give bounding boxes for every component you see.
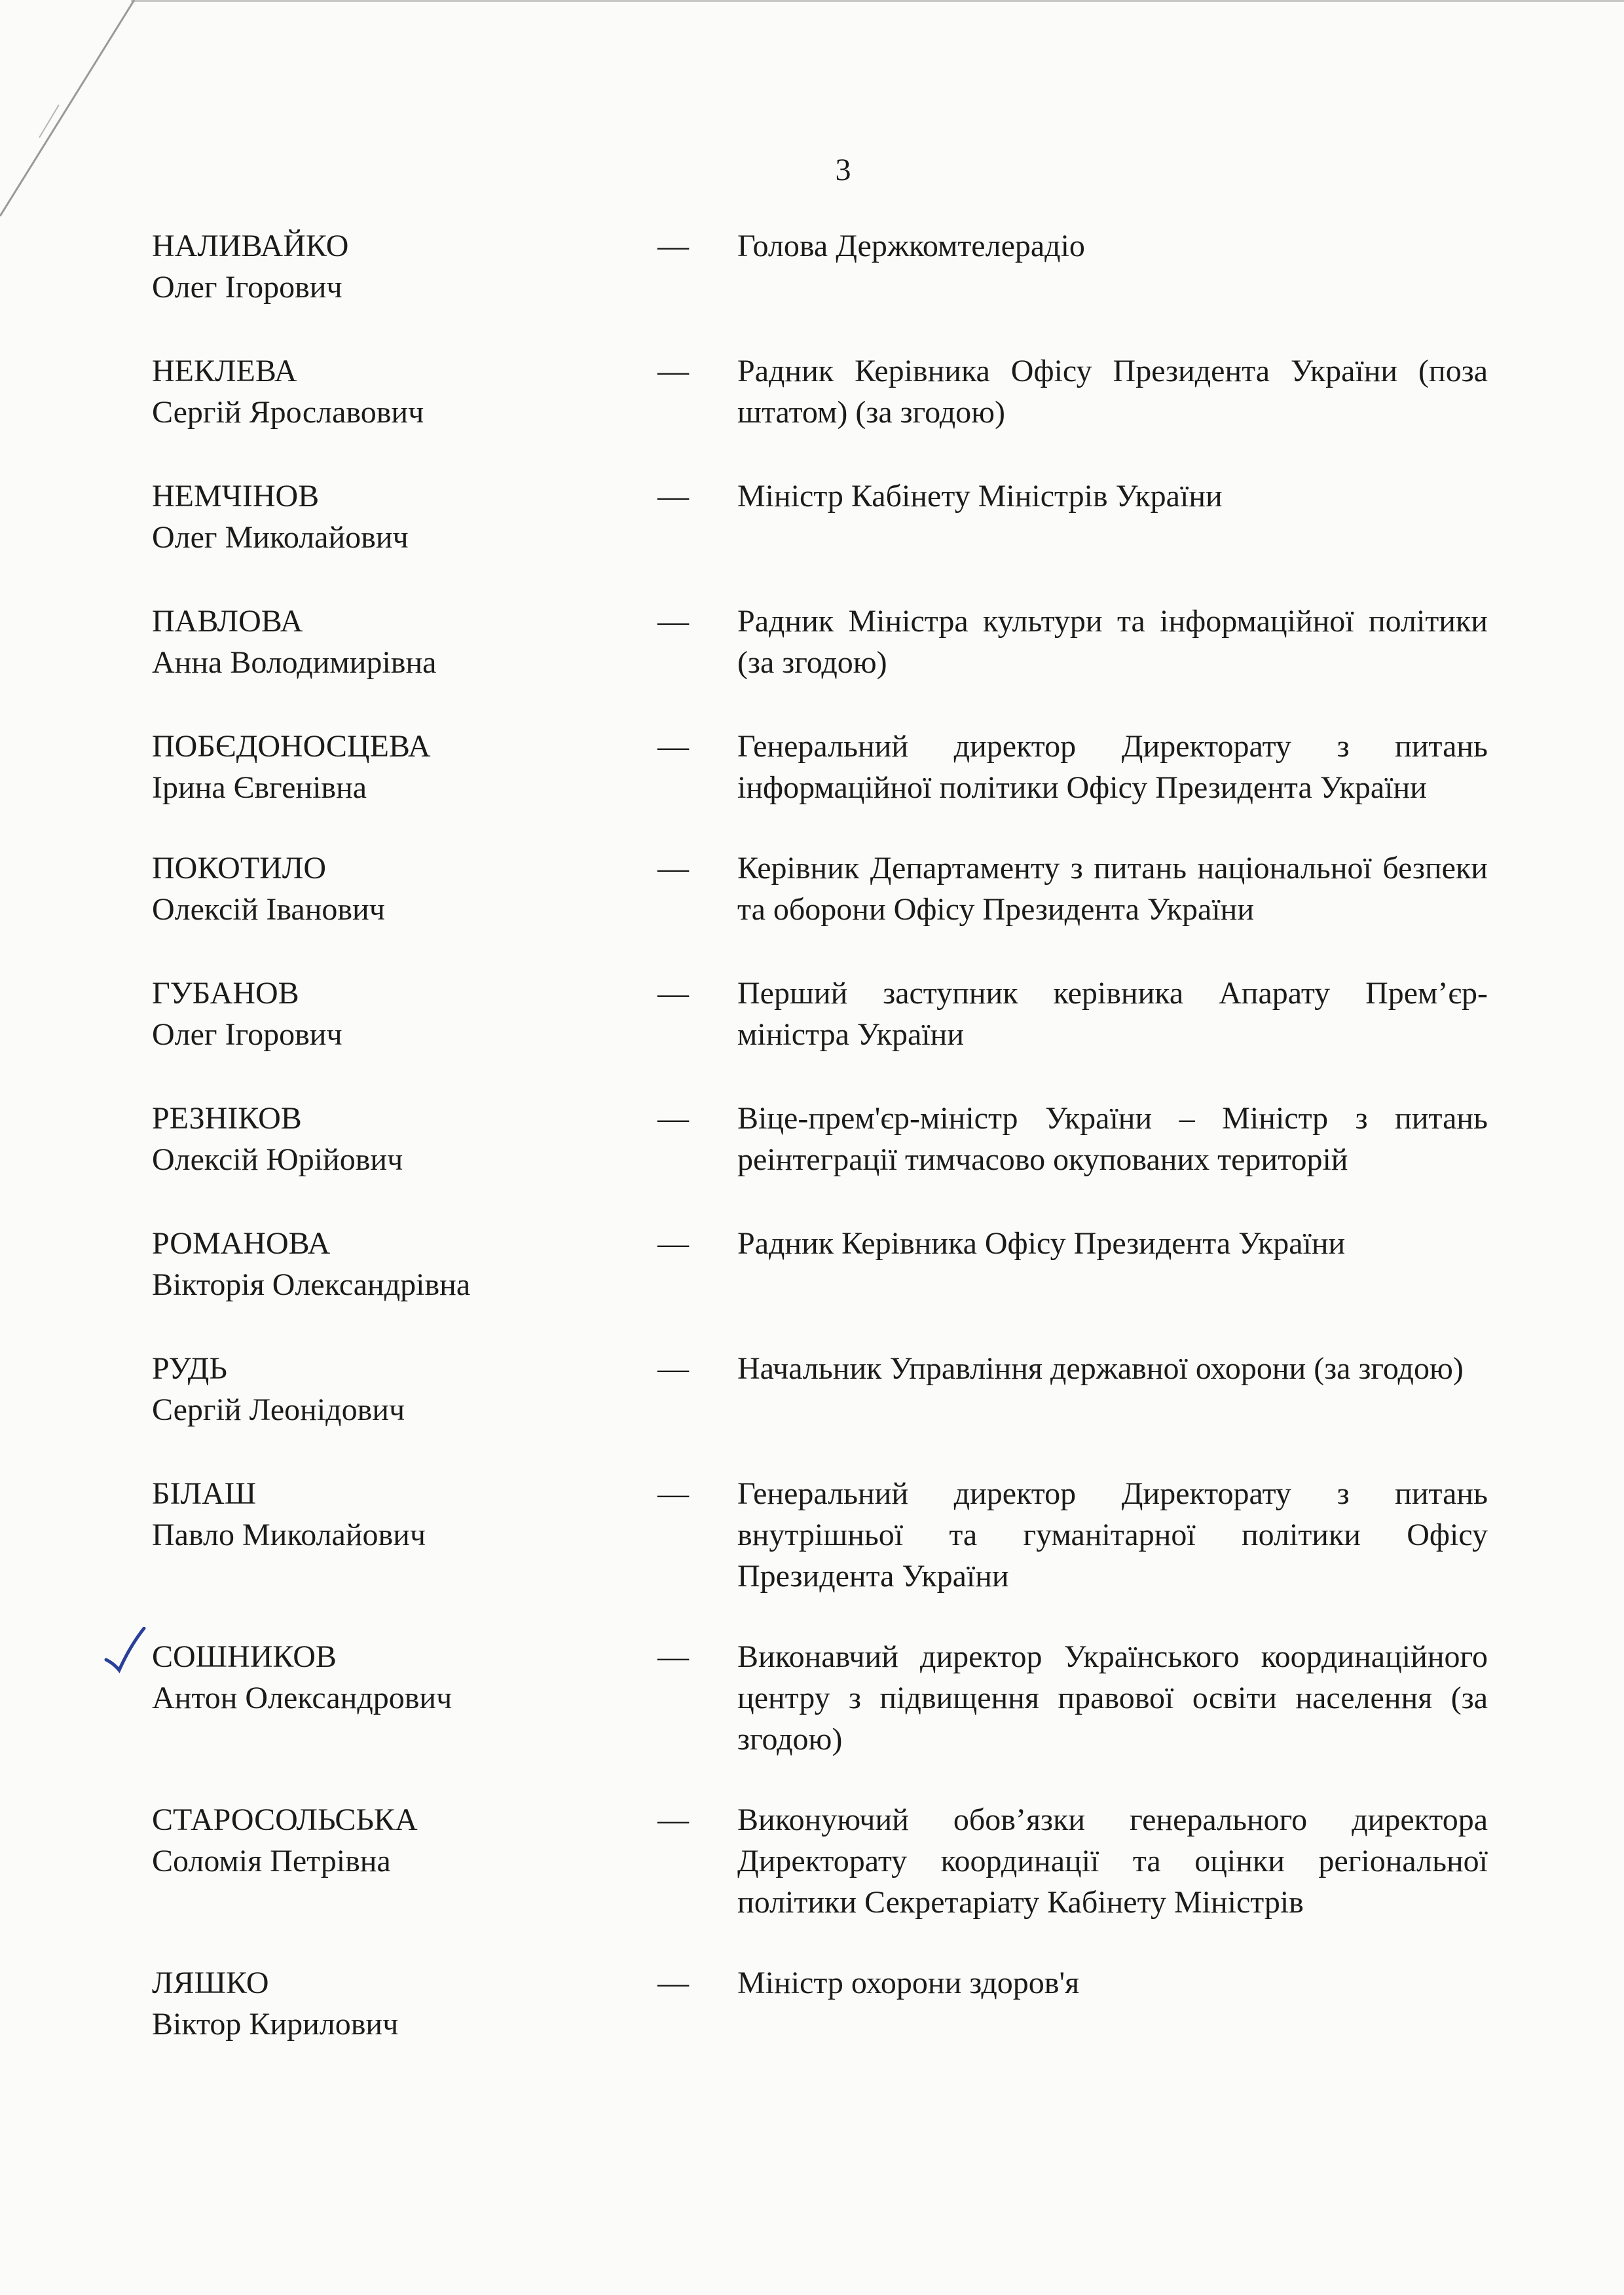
- person-name: [152, 726, 657, 808]
- surname: СОШНИКОВ: [152, 1639, 337, 1674]
- given-name: Ірина Євгенівна: [152, 770, 367, 805]
- list-item: [152, 476, 1488, 558]
- list-item: [152, 1636, 1488, 1760]
- position-title: Радник Міністра культури та інформаційної політики (за згодою): [737, 604, 1488, 680]
- person-name: [152, 476, 657, 558]
- given-name: Олег Ігорович: [152, 1017, 342, 1052]
- dash-separator: —: [657, 479, 689, 513]
- position-title: Генеральний директор Директорату з питань інформаційної політики Офісу Президента України: [737, 729, 1488, 805]
- person-name: [152, 601, 657, 683]
- surname: ПАВЛОВА: [152, 604, 303, 639]
- dash-separator: —: [657, 1476, 689, 1511]
- person-name: [152, 350, 657, 433]
- person-name: [152, 225, 657, 308]
- given-name: Вікторія Олександрівна: [152, 1267, 471, 1302]
- person-name: [152, 1348, 657, 1430]
- position-title: Керівник Департаменту з питань національної безпеки та оборони Офісу Президента України: [737, 851, 1488, 927]
- list-item: [152, 1098, 1488, 1180]
- list-item: [152, 726, 1488, 808]
- surname: НЕКЛЕВА: [152, 354, 297, 388]
- position-title: Перший заступник керівника Апарату Прем’єр-міністра України: [737, 976, 1488, 1052]
- position-title: Голова Держкомтелерадіо: [737, 229, 1085, 263]
- page-number: 3: [835, 153, 851, 187]
- surname: РУДЬ: [152, 1351, 227, 1386]
- person-name: [152, 1223, 657, 1305]
- given-name: Олег Ігорович: [152, 270, 342, 305]
- surname: НАЛИВАЙКО: [152, 229, 349, 263]
- dash-separator: —: [657, 604, 689, 639]
- dash-separator: —: [657, 976, 689, 1011]
- list-item: [152, 350, 1488, 433]
- dash-separator: —: [657, 1101, 689, 1136]
- surname: ГУБАНОВ: [152, 976, 299, 1011]
- surname: СТАРОСОЛЬСЬКА: [152, 1802, 418, 1837]
- surname: ПОБЄДОНОСЦЕВА: [152, 729, 431, 764]
- given-name: Олег Миколайович: [152, 520, 409, 555]
- given-name: Олексій Іванович: [152, 892, 385, 927]
- list-item: [152, 1962, 1488, 2045]
- position-title: Виконавчий директор Українського координаційного центру з підвищення правової освіти населення (за згодою): [737, 1639, 1488, 1757]
- dash-separator: —: [657, 1639, 689, 1674]
- surname: ЛЯШКО: [152, 1966, 269, 2000]
- person-name: [152, 848, 657, 930]
- surname: РЕЗНІКОВ: [152, 1101, 302, 1136]
- position-title: Радник Керівника Офісу Президента України (поза штатом) (за згодою): [737, 354, 1488, 430]
- person-name: [152, 1098, 657, 1180]
- given-name: Анна Володимирівна: [152, 645, 437, 680]
- list-item: [152, 601, 1488, 683]
- list-item: [152, 1223, 1488, 1305]
- handwritten-check-mark-icon: [103, 1627, 149, 1683]
- person-name: [152, 1962, 657, 2045]
- surname: ПОКОТИЛО: [152, 851, 327, 886]
- dash-separator: —: [657, 229, 689, 263]
- position-title: Радник Керівника Офісу Президента України: [737, 1226, 1346, 1261]
- given-name: Павло Миколайович: [152, 1518, 426, 1552]
- surname: БІЛАШ: [152, 1476, 257, 1511]
- given-name: Олексій Юрійович: [152, 1142, 403, 1177]
- dash-separator: —: [657, 1802, 689, 1837]
- dash-separator: —: [657, 1226, 689, 1261]
- position-title: Міністр Кабінету Міністрів України: [737, 479, 1223, 513]
- surname: НЕМЧІНОВ: [152, 479, 320, 513]
- dash-separator: —: [657, 729, 689, 764]
- person-name: [152, 973, 657, 1055]
- members-list: [152, 225, 1488, 2045]
- list-item: [152, 1799, 1488, 1923]
- person-name: [152, 1473, 657, 1556]
- scan-fold-mark: [0, 0, 157, 236]
- given-name: Соломія Петрівна: [152, 1844, 391, 1878]
- page-top-edge: [131, 0, 1624, 2]
- list-item: [152, 848, 1488, 930]
- given-name: Віктор Кирилович: [152, 2007, 399, 2042]
- position-title: Начальник Управління державної охорони (за згодою): [737, 1351, 1464, 1386]
- dash-separator: —: [657, 1966, 689, 2000]
- position-title: Віце-прем'єр-міністр України – Міністр з питань реінтеграції тимчасово окупованих територій: [737, 1101, 1488, 1177]
- given-name: Сергій Леонідович: [152, 1392, 405, 1427]
- position-title: Міністр охорони здоров'я: [737, 1966, 1080, 2000]
- list-item: [152, 973, 1488, 1055]
- list-item: [152, 1348, 1488, 1430]
- list-item: [152, 1473, 1488, 1597]
- list-item: [152, 225, 1488, 308]
- given-name: Сергій Ярославович: [152, 395, 424, 430]
- person-name: [152, 1636, 657, 1719]
- dash-separator: —: [657, 851, 689, 886]
- dash-separator: —: [657, 354, 689, 388]
- position-title: Генеральний директор Директорату з питань внутрішньої та гуманітарної політики Офісу Президента України: [737, 1476, 1488, 1594]
- surname: РОМАНОВА: [152, 1226, 331, 1261]
- position-title: Виконуючий обов’язки генерального директора Директорату координації та оцінки регіональної політики Секретаріату Кабінету Міністрів: [737, 1802, 1488, 1920]
- given-name: Антон Олександрович: [152, 1681, 452, 1715]
- dash-separator: —: [657, 1351, 689, 1386]
- person-name: [152, 1799, 657, 1882]
